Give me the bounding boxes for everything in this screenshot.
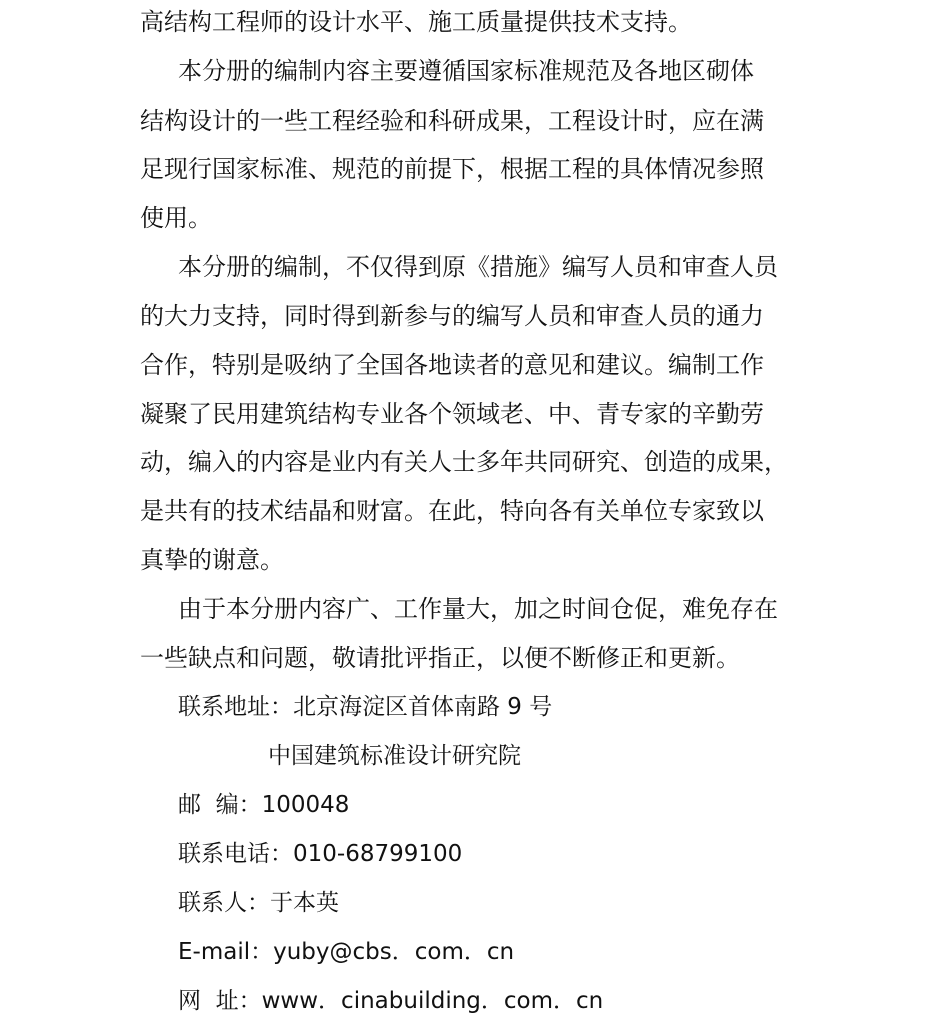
paragraph-line: 本分册的编制，不仅得到原《措施》编写人员和审查人员 xyxy=(178,253,778,281)
contact-website: 网 址：www．cinabuilding．com．cn xyxy=(178,988,604,1014)
paragraph-line: 使用。 xyxy=(140,204,212,232)
paragraph-line: 的大力支持，同时得到新参与的编写人员和审查人员的通力 xyxy=(140,302,764,330)
paragraph-line: 是共有的技术结晶和财富。在此，特向各有关单位专家致以 xyxy=(140,497,764,525)
paragraph-line: 真挚的谢意。 xyxy=(140,546,284,574)
contact-address: 联系地址：北京海淀区首体南路 9 号 xyxy=(178,694,553,720)
paragraph-line: 结构设计的一些工程经验和科研成果，工程设计时，应在满 xyxy=(140,107,764,135)
paragraph-line: 凝聚了民用建筑结构专业各个领域老、中、青专家的辛勤劳 xyxy=(140,400,764,428)
paragraph-line: 由于本分册内容广、工作量大，加之时间仓促，难免存在 xyxy=(178,595,778,623)
paragraph-line: 动，编入的内容是业内有关人士多年共同研究、创造的成果， xyxy=(140,448,788,476)
paragraph-line: 本分册的编制内容主要遵循国家标准规范及各地区砌体 xyxy=(178,57,754,85)
paragraph-line: 高结构工程师的设计水平、施工质量提供技术支持。 xyxy=(140,8,692,36)
paragraph-line: 一些缺点和问题，敬请批评指正，以便不断修正和更新。 xyxy=(140,644,740,672)
paragraph-line: 足现行国家标准、规范的前提下，根据工程的具体情况参照 xyxy=(140,155,764,183)
contact-postcode: 邮 编：100048 xyxy=(178,792,350,818)
contact-institute: 中国建筑标准设计研究院 xyxy=(268,743,521,769)
contact-phone: 联系电话：010-68799100 xyxy=(178,841,463,867)
contact-email: E-mail：yuby@cbs．com．cn xyxy=(178,939,515,965)
contact-person: 联系人：于本英 xyxy=(178,890,339,916)
paragraph-line: 合作，特别是吸纳了全国各地读者的意见和建议。编制工作 xyxy=(140,351,764,379)
